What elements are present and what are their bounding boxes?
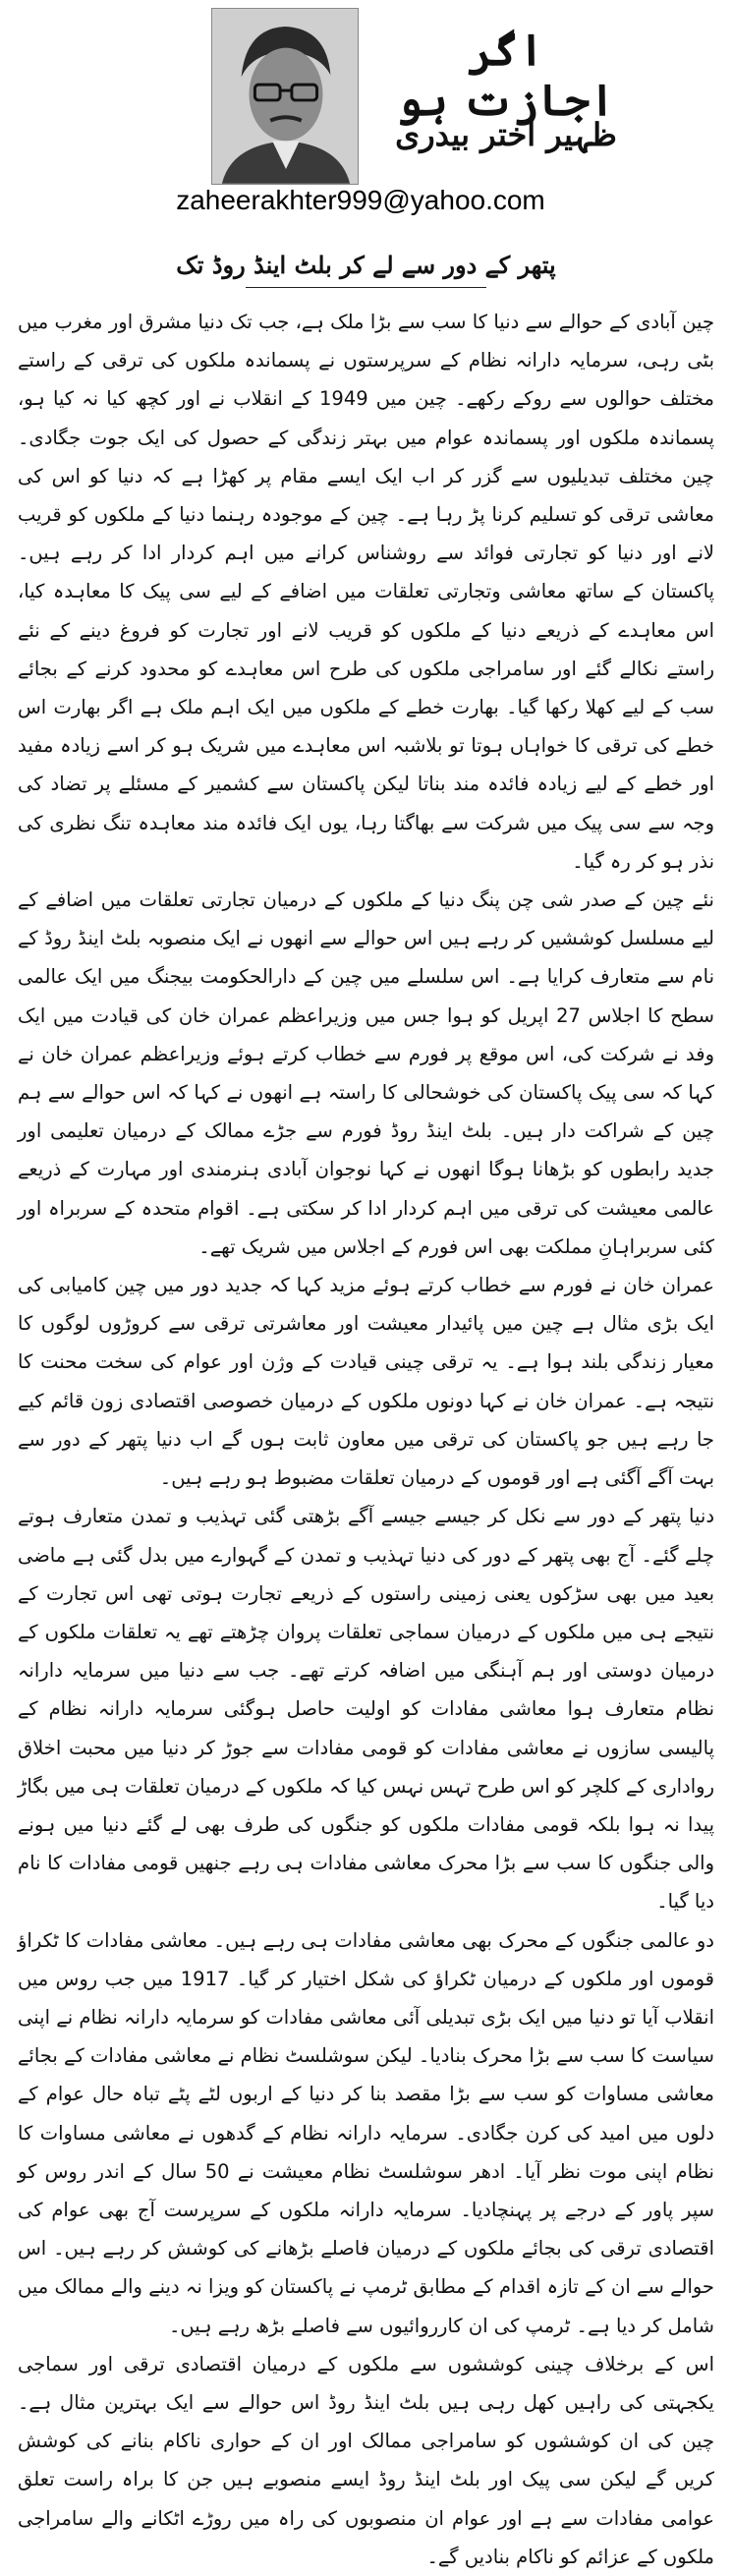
author-email: zaheerakhter999@yahoo.com [176, 185, 545, 215]
article-body [18, 303, 714, 2568]
article-headline: پتھر کے دور سے لے کر بلٹ اینڈ روڈ تک [176, 251, 556, 279]
article-paragraph: اس کے برخلاف چینی کوششوں سے ملکوں کے درمیان اقتصادی ترقی اور سماجی یکجہتی کی راہیں کھل رہی ہیں بلٹ اینڈ روڈ اس حوالے سے ایک بہترین مثال ہے۔ چین کی ان کوششوں کو سامراجی ممالک اور ان کے حواری ناکام بنانے کی کوشش کریں گے لیکن سی پیک اور بلٹ اینڈ روڈ ایسے منصوبے ہیں جن کا براہ راست تعلق عوامی مفادات سے ہے اور عوام ان منصوبوں کی راہ میں روڑے اٹکانے والے سامراجی ملکوں کے عزائم کو ناکام بنادیں گے۔ [18, 2352, 714, 2568]
column-title: اگر اجازت ہو [397, 26, 615, 126]
author-photo [211, 8, 359, 185]
article-paragraph: عمران خان نے فورم سے خطاب کرتے ہوئے مزید کہا کہ جدید دور میں چین کامیابی کی ایک بڑی مثال ہے چین میں پائیدار معیشت اور معاشرتی ترقی سے کروڑوں لوگوں کا معیار زندگی بلند ہوا ہے۔ یہ ترقی چینی قیادت کے وژن اور عوام کی سخت محنت کا نتیجہ ہے۔ عمران خان نے کہا دونوں ملکوں کے درمیان خصوصی اقتصادی زون قائم کیے جا رہے ہیں جو پاکستان کی ترقی میں معاون ثابت ہوں گے اب دنیا پتھر کے دور سے بہت آگے آگئی ہے اور قوموں کے درمیان تعلقات مضبوط ہو رہے ہیں۔ [18, 1274, 714, 1490]
article-paragraph: چین آبادی کے حوالے سے دنیا کا سب سے بڑا ملک ہے، جب تک دنیا مشرق اور مغرب میں بٹی رہی، سرمایہ دارانہ نظام کے سرپرستوں نے پسماندہ ملکوں کی ترقی کے راستے مختلف حوالوں سے روکے رکھے۔ چین میں 1949 کے انقلاب نے اور کچھ کیا نہ کیا ہو، پسماندہ ملکوں اور پسماندہ عوام میں بہتر زندگی کے حصول کی ایک جوت جگادی۔ چین مختلف تبدیلیوں سے گزر کر اب ایک ایسے مقام پر کھڑا ہے کہ دنیا کو اس کی معاشی ترقی کو تسلیم کرنا پڑ رہا ہے۔ چین کے موجودہ رہنما دنیا کے ملکوں کو قریب لانے اور دنیا کو تجارتی فوائد سے روشناس کرانے میں اہم کردار ادا کر رہے ہیں۔ پاکستان کے ساتھ معاشی وتجارتی تعلقات میں اضافے کے لیے سی پیک کا معاہدہ کیا، اس معاہدے کے ذریعے دنیا کے ملکوں کو قریب لانے اور تجارت کو فروغ دینے کے نئے راستے نکالے گئے اور سامراجی ملکوں کی طرح اس معاہدے کو محدود کرنے کے بجائے سب کے لیے کھلا رکھا گیا۔ بھارت خطے کے ملکوں میں ایک اہم ملک ہے اگر بھارت اس خطے کی ترقی کا خواہاں ہوتا تو بلاشبہ اس معاہدے میں شریک ہو کر اسے زیادہ مفید اور خطے کے لیے زیادہ فائدہ مند بناتا لیکن پاکستان سے کشمیر کے مسئلے پر تضاد کی وجہ سے سی پیک میں شرکت سے بھاگتا رہا، یوں ایک فائدہ مند معاہدہ تنگ نظری کی نذر ہو کر رہ گیا۔ [18, 311, 714, 873]
article-paragraph: دنیا پتھر کے دور سے نکل کر جیسے جیسے آگے بڑھتی گئی تہذیب و تمدن متعارف ہوتے چلے گئے۔ آج بھی پتھر کے دور کی دنیا تہذیب و تمدن کے گہوارے میں بدل گئی ہے ماضی بعید میں بھی سڑکوں یعنی زمینی راستوں کے ذریعے تجارت ہوتی تھی اس تجارت کے نتیجے ہی میں ملکوں کے درمیان سماجی تعلقات پروان چڑھتے تھے یہ تعلقات ملکوں کے درمیان دوستی اور ہم آہنگی میں اضافہ کرتے تھے۔ جب سے دنیا میں سرمایہ دارانہ نظام متعارف ہوا معاشی مفادات کو اولیت حاصل ہوگئی سرمایہ دارانہ نظام کے پالیسی سازوں نے معاشی مفادات کو قومی مفادات سے جوڑ کر دنیا میں محبت اخلاق رواداری کے کلچر کو اس طرح تہس نہس کیا کہ ملکوں کے درمیان تعلقات ہی میں بگاڑ پیدا نہ ہوا بلکہ قومی مفادات ملکوں کو جنگوں کی طرف بھی لے گئے دنیا میں ہونے والی جنگوں کا سب سے بڑا محرک معاشی مفادات ہی رہے جنھیں قومی مفادات کا نام دیا گیا۔ [18, 1505, 714, 1914]
author-name: ظہیر اختر بیدری [395, 116, 617, 153]
article-paragraph: نئے چین کے صدر شی چن پنگ دنیا کے ملکوں کے درمیان تجارتی تعلقات میں اضافے کے لیے مسلسل کوششیں کر رہے ہیں اس حوالے سے انھوں نے ایک منصوبہ بلٹ اینڈ روڈ کے نام سے متعارف کرایا ہے۔ اس سلسلے میں چین کے دارالحکومت بیجنگ میں ایک عالمی سطح کا اجلاس 27 اپریل کو ہوا جس میں وزیراعظم عمران خان کی قیادت میں ایک وفد نے شرکت کی، اس موقع پر فورم سے خطاب کرتے ہوئے وزیراعظم عمران خان نے کہا کہ سی پیک پاکستان کی خوشحالی کا راستہ ہے انھوں نے کہا کہ اس حوالے سے ہم چین کے شراکت دار ہیں۔ بلٹ اینڈ روڈ فورم سے جڑے ممالک کے درمیان تعلیمی اور جدید رابطوں کو بڑھانا ہوگا انھوں نے کہا نوجوان آبادی ہنرمندی اور مہارت کے ذریعے عالمی معیشت کی ترقی میں اہم کردار ادا کر سکتی ہے۔ اقوام متحدہ کے سربراہ اور کئی سربراہانِ مملکت بھی اس فورم کے اجلاس میں شریک تھے۔ [18, 888, 714, 1258]
column-header [93, 8, 644, 204]
article-paragraph: دو عالمی جنگوں کے محرک بھی معاشی مفادات ہی رہے ہیں۔ معاشی مفادات کا ٹکراؤ قوموں اور ملکوں کے درمیان ٹکراؤ کی شکل اختیار کر گیا۔ 1917 میں جب روس میں انقلاب آیا تو دنیا میں ایک بڑی تبدیلی آئی معاشی مفادات کو سرمایہ دارانہ نظام نے اپنی سیاست کا سب سے بڑا محرک بنادیا۔ لیکن سوشلسٹ نظام نے معاشی مفادات کے بجائے معاشی مساوات کو سب سے بڑا مقصد بنا کر دنیا کے اربوں لٹے پٹے تباہ حال عوام کے دلوں میں امید کی کرن جگادی۔ سرمایہ دارانہ نظام کے گدھوں نے معاشی مساوات کا نظام اپنی موت نظر آیا۔ ادھر سوشلسٹ نظام معیشت نے 50 سال کے اندر روس کو سپر پاور کے درجے پر پہنچادیا۔ سرمایہ دارانہ ملکوں کے سرپرست آج بھی عوام کی اقتصادی ترقی کی بجائے ملکوں کے درمیان فاصلے بڑھانے کی کوشش کر رہے ہیں۔ اس حوالے سے ان کے تازہ اقدام کے مطابق ٹرمپ نے پاکستان کو ویزا نہ دینے والے ممالک میں شامل کر دیا ہے۔ ٹرمپ کی ان کارروائیوں سے فاصلے بڑھ رہے ہیں۔ [18, 1928, 714, 2337]
headline-underline [246, 287, 486, 288]
author-portrait-icon [212, 9, 358, 184]
